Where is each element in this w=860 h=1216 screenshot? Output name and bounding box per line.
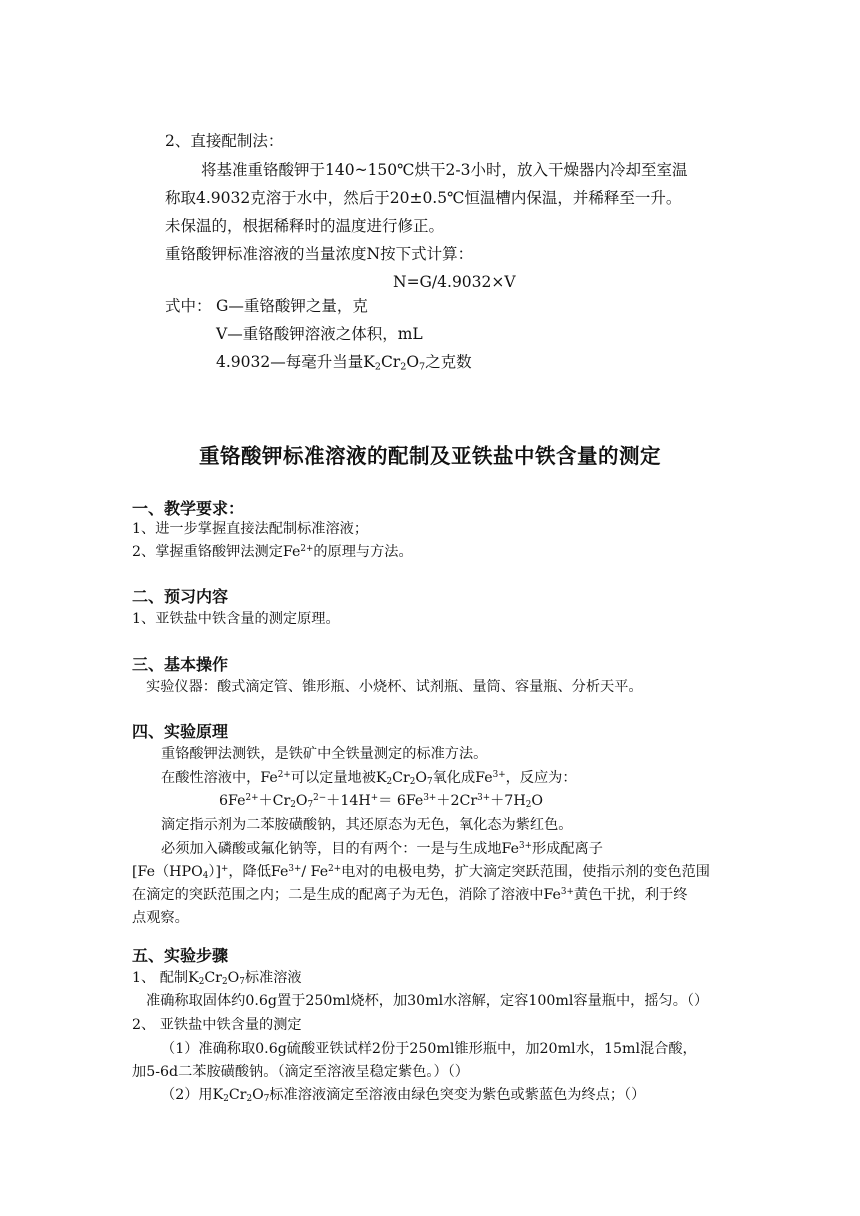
paragraph-line: 加5-6d二苯胺磺酸钠。（滴定至溶液呈稳定紫色。）（） bbox=[132, 1064, 469, 1080]
paragraph-line: 重铬酸钾法测铁，是铁矿中全铁量测定的标准方法。 bbox=[161, 746, 488, 762]
definition-line: G—重铬酸钾之量，克 bbox=[216, 297, 368, 315]
paragraph-line: 准确称取固体约0.6g置于250ml烧杯，加30ml水溶解，定容100ml容量瓶中，摇匀。（） bbox=[146, 993, 709, 1009]
definition-line: 4.9032—每毫升当量$K_2Cr_2O_7$之克数 bbox=[216, 353, 472, 373]
definition-prefix: 式中： bbox=[165, 297, 212, 315]
paragraph-line: 称取4.9032克溶于水中，然后于20±0.5℃恒温槽内保温，并稀释至一升。 bbox=[165, 189, 682, 207]
definition-line: V—重铬酸钾溶液之体积，mL bbox=[216, 325, 423, 343]
paragraph-line: 在酸性溶液中，$Fe^{2+}$可以定量地被$K_2Cr_2O_7$氧化成$Fe^{3+}$，反应为： bbox=[161, 770, 577, 788]
section-heading: 二、预习内容 bbox=[132, 587, 229, 606]
section-heading: 五、实验步骤 bbox=[132, 946, 229, 965]
list-item: 2、 亚铁盐中铁含量的测定 bbox=[132, 1017, 302, 1033]
list-item: 2、掌握重铬酸钾法测定$Fe^{2+}$的原理与方法。 bbox=[132, 544, 413, 560]
paragraph-line: 在滴定的突跃范围之内；二是生成的配离子为无色，消除了溶液中$Fe^{3+}$黄色干扰，利于终 bbox=[132, 887, 688, 903]
paragraph-line: （2）用$K_2Cr_2O_7$标准溶液滴定至溶液由绿色突变为紫色或紫蓝色为终点；（） bbox=[161, 1087, 646, 1105]
formula: N=G/4.9032×V bbox=[393, 273, 516, 291]
section-heading: 三、基本操作 bbox=[132, 655, 229, 674]
paragraph-line: 点观察。 bbox=[132, 910, 189, 926]
paragraph-line: $[Fe(HPO_4)]^+$，降低$Fe^{3+}/$ $Fe^{2+}$电对的电极电势，扩大滴定突跃范围，使指示剂的变色范围 bbox=[132, 864, 710, 882]
section-heading: 一、教学要求： bbox=[132, 499, 245, 518]
section-heading: 四、实验原理 bbox=[132, 722, 229, 741]
paragraph-line: （1）准确称取0.6g硫酸亚铁试样2份于250ml锥形瓶中，加20ml水，15ml混合酸， bbox=[161, 1041, 697, 1057]
paragraph-line: 滴定指示剂为二苯胺磺酸钠，其还原态为无色，氧化态为紫红色。 bbox=[161, 817, 573, 833]
paragraph-line: 实验仪器：酸式滴定管、锥形瓶、小烧杯、试剂瓶、量筒、容量瓶、分析天平。 bbox=[146, 679, 643, 695]
list-item: 1、亚铁盐中铁含量的测定原理。 bbox=[132, 611, 340, 627]
list-item: 1、进一步掌握直接法配制标准溶液； bbox=[132, 521, 369, 537]
document-title: 重铬酸钾标准溶液的配制及亚铁盐中铁含量的测定 bbox=[199, 444, 661, 468]
reaction-equation: $6Fe^{2+}+Cr_2O_7^{2-}+14H^+= 6Fe^{3+}+2Cr^{3+}+7H_2O$ bbox=[219, 793, 543, 811]
paragraph-line: 未保温的，根据稀释时的温度进行修正。 bbox=[165, 217, 445, 235]
paragraph-line: 重铬酸钾标准溶液的当量浓度N按下式计算： bbox=[165, 245, 474, 263]
list-item: 1、 配制$K_2Cr_2O_7$标准溶液 bbox=[132, 970, 302, 988]
paragraph-line: 将基准重铬酸钾于140~150℃烘干2-3小时，放入干燥器内冷却至室温 bbox=[201, 161, 688, 179]
paragraph-line: 必须加入磷酸或氟化钠等，目的有两个：一是与生成地$Fe^{3+}$形成配离子 bbox=[161, 841, 603, 857]
method-heading: 2、直接配制法： bbox=[165, 132, 284, 150]
